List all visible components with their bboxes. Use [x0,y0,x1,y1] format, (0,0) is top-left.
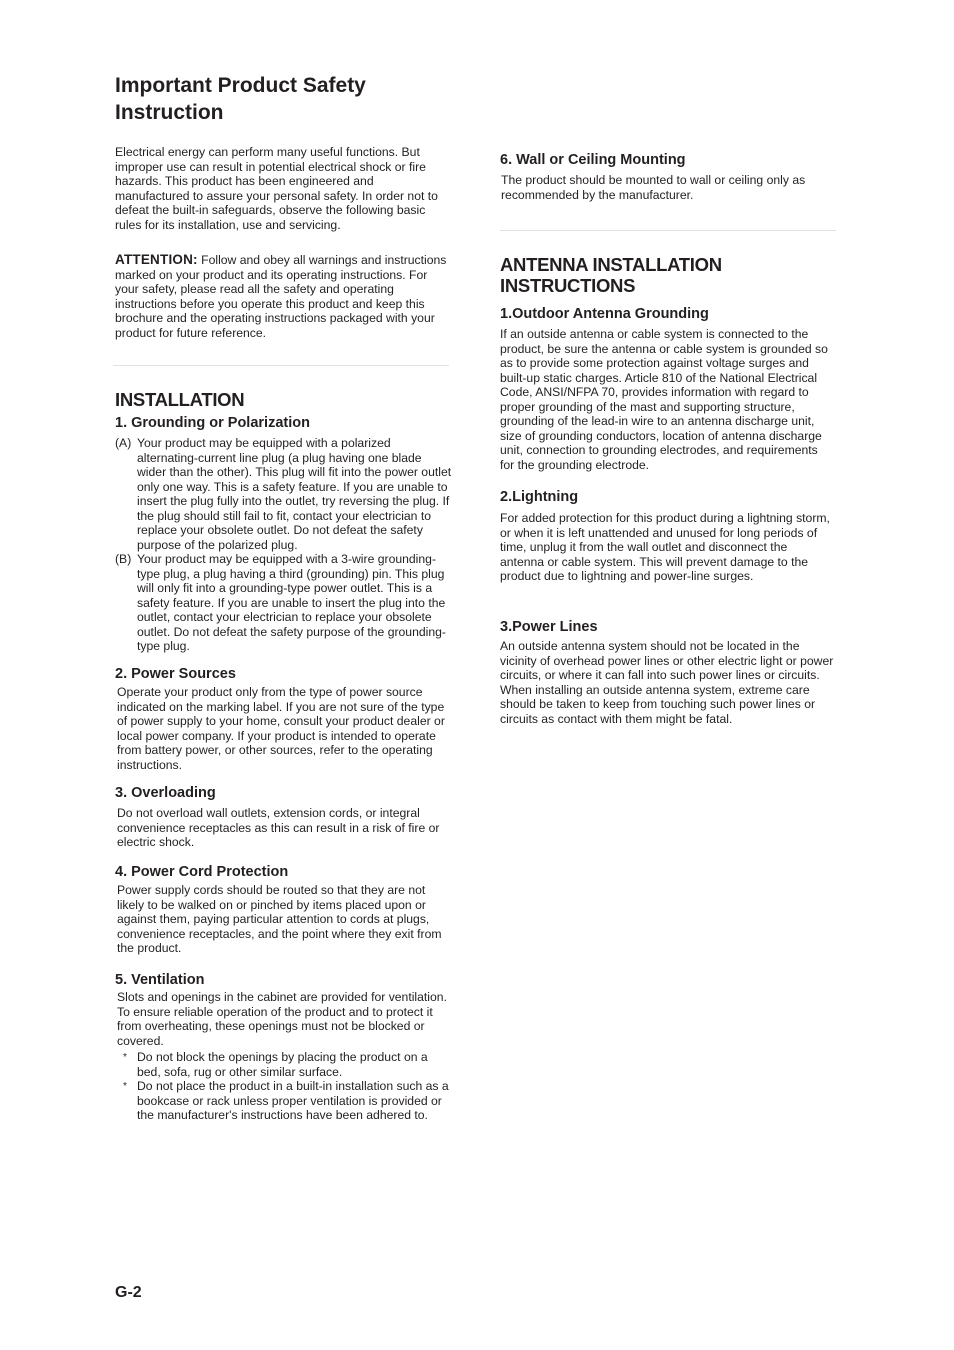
power-sources-title: 2. Power Sources [115,666,236,682]
page-number: G-2 [115,1284,142,1301]
mounting-text: The product should be mounted to wall or ceiling only as recommended by the manufacturer. [501,173,806,202]
antenna-heading: ANTENNA INSTALLATION INSTRUCTIONS [500,254,722,296]
power-lines-title: 3.Power Lines [500,619,598,635]
intro-paragraph: Electrical energy can perform many useful functions. But improper use can result in potential electrical shock or fire hazards. This product has been engineered and manufactured to assure your personal safety. In order not to defeat the built-in safeguards, observe the following basic rules for its installation, use and servicing. [115,145,438,232]
power-cord-text: Power supply cords should be routed so that they are not likely to be walked on or pinched by items placed upon or against them, paying particular attention to cords at plugs, convenience receptacles, and the point where they exit from the product. [117,883,442,955]
mounting-title: 6. Wall or Ceiling Mounting [500,152,686,168]
attention-label: ATTENTION: [115,252,198,267]
asterisk-icon: * [123,1052,127,1063]
asterisk-icon: * [123,1081,127,1092]
section-divider [500,230,836,231]
power-sources-text: Operate your product only from the type of power source indicated on the marking label. If you are not sure of the type of power supply to your home, consult your product dealer or local power company. If your product is intended to operate from battery power, or other sources, refer to the operating instructions. [117,685,445,772]
list-item: (A) Your product may be equipped with a polarized alternating-current line plug (a plug having one blade wider than the other). This plug will fit into the power outlet only one way. This is a safety feature. If you are unable to insert the plug fully into the outlet, try reversing the plug. If the plug should still fail to fit, contact your electrician to replace your obsolete outlet. Do not defeat the safety purpose of the polarized plug. [115,436,452,552]
attention-paragraph [115,253,451,340]
antenna-grounding-text: If an outside antenna or cable system is connected to the product, be sure the antenna or cable system is grounded so as to provide some protection against voltage surges and built-up static charges. Article 810 of the National Electrical Code, ANSI/NFPA 70, provides information with regard to proper grounding of the mast and supporting structure, grounding of the lead-in wire to an antenna discharge unit, size of grounding conductors, location of antenna discharge unit, connection to grounding electrodes, and requirements for the grounding electrode. [500,327,828,472]
overloading-text: Do not overload wall outlets, extension cords, or integral convenience receptacles as this can result in a risk of fire or electric shock. [117,806,440,849]
ventilation-title: 5. Ventilation [115,972,205,988]
ventilation-text: Slots and openings in the cabinet are provided for ventilation. To ensure reliable operation of the product and to protect it from overheating, these openings must not be blocked or covered. [117,990,447,1048]
antenna-grounding-title: 1.Outdoor Antenna Grounding [500,306,709,322]
lightning-text: For added protection for this product during a lightning storm, or when it is left unattended and unused for long periods of time, unplug it from the wall outlet and disconnect the antenna or cable system. This will prevent damage to the product due to lightning and power-line surges. [500,511,830,583]
section-divider [113,365,449,366]
power-lines-text: An outside antenna system should not be located in the vicinity of overhead power lines or other electric light or power circuits, or where it can fall into such power lines or circuits. When installing an outside antenna system, extreme care should be taken to keep from touching such power lines or circuits as contact with them might be fatal. [500,639,834,726]
attention-text: Follow and obey all warnings and instructions marked on your product and its operating instructions. For your safety, please read all the safety and operating instructions before you operate this product and keep this brochure and the operating instructions packaged with your product for future reference. [115,253,447,340]
list-item: * Do not place the product in a built-in installation such as a bookcase or rack unless proper ventilation is provided or the manufacturer's instructions have been adhered to. [123,1079,449,1122]
ventilation-bullets [115,1050,451,1123]
list-item: * Do not block the openings by placing the product on a bed, sofa, rug or other similar surface. [123,1050,428,1079]
installation-heading: INSTALLATION [115,389,245,410]
page-title: Important Product Safety Instruction [115,74,366,124]
grounding-list [115,436,453,654]
power-cord-title: 4. Power Cord Protection [115,864,289,880]
list-item: (B) Your product may be equipped with a 3-wire grounding-type plug, a plug having a third (grounding) pin. This plug will only fit into a grounding-type power outlet. This is a safety feature. If you are unable to insert the plug into the outlet, contact your electrician to replace your obsolete outlet. Do not defeat the safety purpose of the grounding-type plug. [115,552,446,653]
grounding-title: 1. Grounding or Polarization [115,415,310,431]
lightning-title: 2.Lightning [500,489,579,505]
overloading-title: 3. Overloading [115,785,216,801]
